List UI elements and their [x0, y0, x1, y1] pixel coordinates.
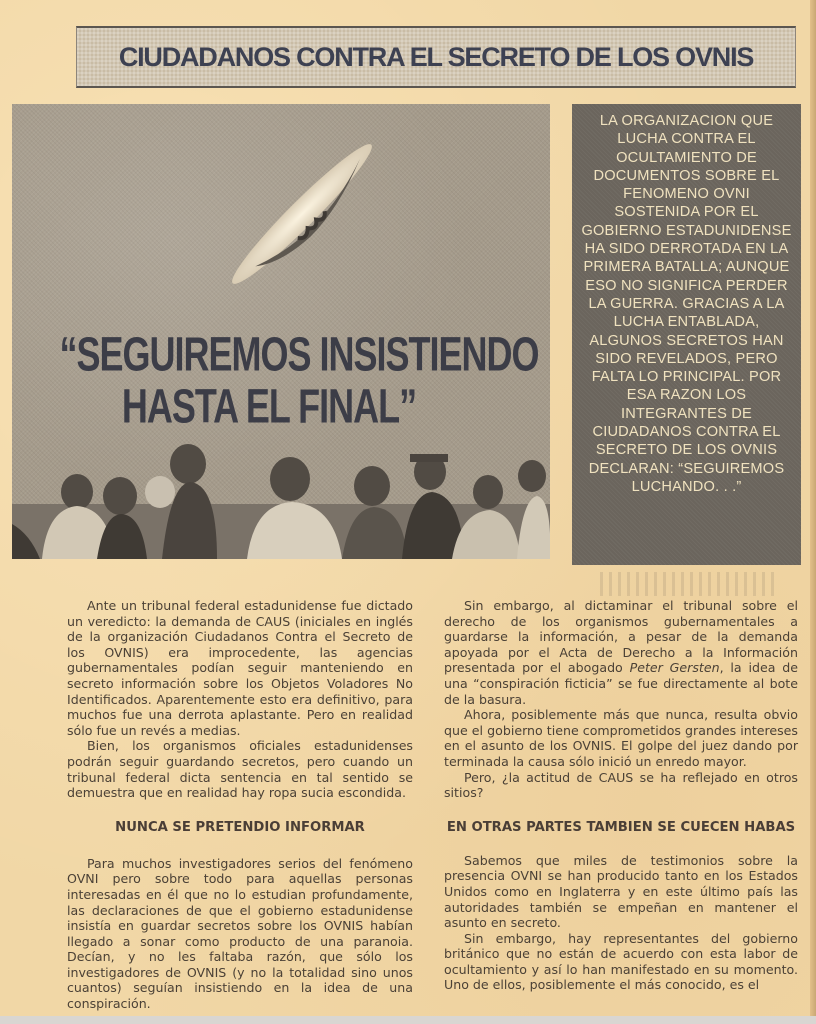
crowd-silhouettes	[12, 444, 550, 559]
paragraph-text: , la idea de una “conspiración ficticia” se fue directamente al bote de la basura.	[444, 660, 799, 707]
paragraph: Ahora, posiblemente más que nunca, resulta obvio que el gobierno tiene comprometidos grandes intereses en el asunto de los OVNIS. El golpe del juez dando por terminada la causa sólo inició un enredo mayor.	[444, 707, 798, 769]
paragraph: Pero, ¿la actitud de CAUS se ha reflejado en otros sitios?	[444, 769, 798, 801]
paragraph: Sin embargo, hay representantes del gobierno británico que no están de acuerdo con esta labor de ocultamiento y así lo han manifestado en su momento. Uno de ellos, posiblemente el más conocido, es el	[444, 930, 798, 993]
paragraph	[444, 598, 798, 707]
paragraph-text: Sin embargo, al dictaminar el tribunal sobre el derecho de los organismos gubernamentales a guardarse la información, a pesar de la demanda apoyada por el Acta de Derecho a la Información presentada por el abogado	[444, 598, 798, 676]
bleed-through-text	[600, 572, 780, 596]
right-column	[444, 598, 798, 993]
photo-headline-line-1: “SEGUIREMOS INSISTIENDO	[59, 326, 539, 382]
page-edge	[810, 0, 816, 1016]
paragraph: Sabemos que miles de testimonios sobre la presencia OVNI se han producido tanto en los Estados Unidos como en Inglaterra y en este último país las autoridades también se empeñan en mantener el asunto en secreto.	[444, 852, 798, 931]
section-subheading: EN OTRAS PARTES TAMBIEN SE CUECEN HABAS	[446, 819, 796, 835]
sidebar-callout-box	[572, 104, 801, 565]
title-banner	[76, 26, 796, 88]
sidebar-callout-text: LA ORGANIZACION QUE LUCHA CONTRA EL OCULTAMIENTO DE DOCUMENTOS SOBRE EL FENOMENO OVNI SOSTENIDA POR EL GOBIERNO ESTADUNIDENSE HA SIDO DERROTADA EN LA PRIMERA BATALLA; AUNQUE ESO NO SIGNIFICA PERDER LA GUERRA. GRACIAS A LA LUCHA ENTABLADA, ALGUNOS SECRETOS HAN SIDO REVELADOS, PERO FALTA LO PRINCIPAL. POR ESA RAZON LOS INTEGRANTES DE CIUDADANOS CONTRA EL SECRETO DE LOS OVNIS DECLARAN: “SEGUIREMOS LUCHANDO. . .”	[581, 113, 792, 495]
paragraph: Bien, los organismos oficiales estadunidenses podrán seguir guardando secretos, pero cuando un tribunal federal dicta sentencia en tal sentido se demuestra que en realidad hay ropa sucia escondida.	[67, 738, 413, 801]
paragraph: Ante un tribunal federal estadunidense fue dictado un veredicto: la demanda de CAUS (iniciales en inglés de la organización Ciudadanos Contra el Secreto de los OVNIS) era improcedente, las agencias gubernamentales podían seguir manteniendo en secreto información sobre los Objetos Voladores No Identificados. Aparentemente esto era definitivo, para muchos fue una derrota aplastante. Pero en realidad sólo fue un revés a medias.	[67, 598, 413, 738]
lawyer-name: Peter Gersten	[629, 660, 720, 676]
ufo-icon	[224, 136, 387, 299]
scan-bottom-border	[0, 1016, 816, 1024]
photo-headline-line-2: HASTA EL FINAL”	[121, 378, 417, 434]
left-column	[67, 598, 413, 1012]
paragraph: Para muchos investigadores serios del fenómeno OVNI pero sobre todo para aquellas personas interesadas en él que no lo estudian profundamente, las declaraciones de que el gobierno estadunidense insistía en guardar secretos sobre los OVNIS habían llegado a sonar como producto de una paranoia. Decían, y no les faltaba razón, que sólo los investigadores de OVNIS (y no la totalidad sino unos cuantos) seguían insistiendo en la idea de una conspiración.	[67, 855, 413, 1012]
article-title: CIUDADANOS CONTRA EL SECRETO DE LOS OVNIS	[118, 41, 754, 72]
section-subheading: NUNCA SE PRETENDIO INFORMAR	[115, 819, 365, 835]
ufo-photo	[12, 104, 550, 559]
